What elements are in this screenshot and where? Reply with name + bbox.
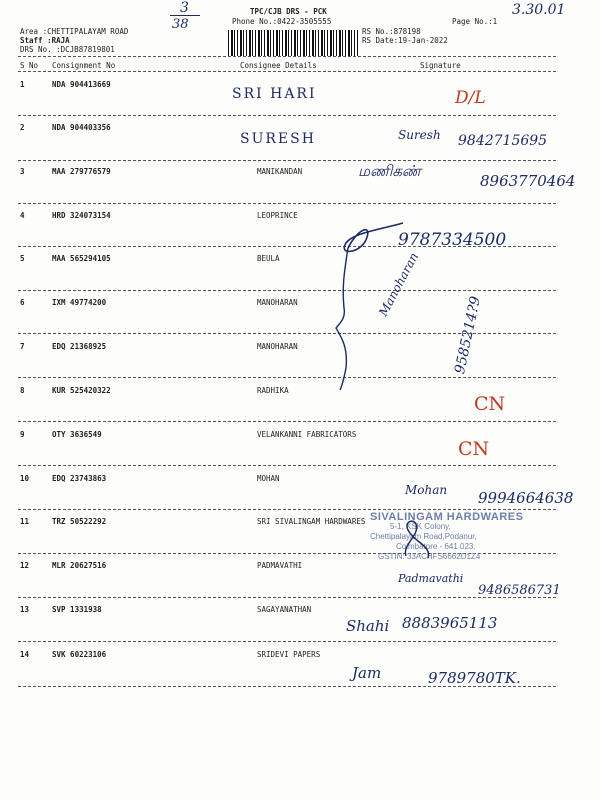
row-number: 5	[20, 254, 25, 263]
consignee-name: SAGAYANATHAN	[257, 605, 312, 614]
consignee-name: SRIDEVI PAPERS	[257, 650, 321, 659]
phone-number: 9994664638	[478, 489, 574, 507]
row-divider	[18, 290, 556, 291]
row-divider	[18, 597, 556, 598]
row-divider	[18, 421, 556, 422]
row-number: 12	[20, 561, 30, 570]
signature: Manoharan	[376, 250, 422, 319]
consignee-name: MANIKANDAN	[257, 167, 303, 176]
consignment-no: IXM 49774200	[52, 298, 107, 307]
stamp-line: GSTIN: 33ACHFS6662D1Z4	[378, 552, 481, 561]
col-consignment: Consignment No	[52, 61, 116, 70]
handwritten-number: 3	[180, 0, 189, 16]
stamp-line: 5-1, KSK Colony,	[390, 522, 451, 531]
phone-number: 8883965113	[402, 614, 498, 632]
consignee-name: SRI SIVALINGAM HARDWARES	[257, 517, 366, 526]
row-divider	[18, 203, 556, 204]
phone-number: 9585214?9	[452, 294, 485, 376]
signature: மணிகண்	[358, 162, 422, 180]
table-row	[0, 386, 600, 426]
consignment-no: NDA 904403356	[52, 123, 111, 132]
row-number: 10	[20, 474, 30, 483]
row-number: 2	[20, 123, 25, 132]
consignee-name: RADHIKA	[257, 386, 289, 395]
consignment-no: SVP 1331938	[52, 605, 102, 614]
col-sno: S No	[20, 61, 39, 70]
row-number: 1	[20, 80, 25, 89]
row-number: 9	[20, 430, 25, 439]
consignee-name: PADMAVATHI	[257, 561, 303, 570]
phone-number: 9842715695	[458, 133, 548, 149]
row-divider	[18, 465, 556, 466]
consignment-no: MAA 565294105	[52, 254, 111, 263]
consignment-no: NDA 904413669	[52, 80, 111, 89]
handwritten-fraction: 38	[172, 17, 189, 32]
consignment-no: TRZ 50522292	[52, 517, 107, 526]
table-row	[0, 254, 600, 294]
document-title: TPC/CJB DRS - PCK	[250, 7, 327, 16]
row-number: 7	[20, 342, 25, 351]
row-divider	[18, 115, 556, 116]
page-number: Page No.:1	[452, 17, 498, 26]
stamp-line: Coimbatore - 641 023.	[396, 542, 476, 551]
phone-number: 9789780TK.	[428, 669, 521, 687]
row-number: 8	[20, 386, 25, 395]
rs-date: RS Date:19-Jan-2022	[362, 36, 448, 45]
fraction-bar	[170, 15, 200, 16]
row-number: 11	[20, 517, 30, 526]
consignee-name: BEULA	[257, 254, 280, 263]
consignment-no: EDQ 21368925	[52, 342, 107, 351]
consignment-no: KUR 525420322	[52, 386, 111, 395]
consignee-name: VELANKANNI FABRICATORS	[257, 430, 357, 439]
consignee-name: LEOPRINCE	[257, 211, 298, 220]
table-row	[0, 298, 600, 338]
row-number: 6	[20, 298, 25, 307]
row-number: 4	[20, 211, 25, 220]
barcode	[228, 30, 358, 56]
delivered-mark: D/L	[455, 88, 486, 108]
col-consignee: Consignee Details	[240, 61, 317, 70]
consignee-name: MOHAN	[257, 474, 280, 483]
divider	[18, 71, 556, 72]
phone-number: 8963770464	[480, 172, 576, 190]
row-number: 13	[20, 605, 30, 614]
phone-number: Phone No.:0422-3505555	[232, 17, 332, 26]
consignment-no: MLR 20627516	[52, 561, 107, 570]
handwritten-date: 3.30.01	[512, 2, 566, 18]
phone-number: 9486586731	[478, 583, 561, 598]
consignment-no: SVK 60223106	[52, 650, 107, 659]
signature-scribble	[398, 516, 438, 564]
row-divider	[18, 377, 556, 378]
row-divider	[18, 160, 556, 161]
stamp-title: SIVALINGAM HARDWARES	[370, 511, 524, 523]
consignment-no: OTY 3636549	[52, 430, 102, 439]
table-row	[0, 605, 600, 645]
handwritten-name: SURESH	[240, 131, 316, 147]
signature: Padmavathi	[398, 572, 464, 585]
row-number: 3	[20, 167, 25, 176]
rs-number: RS No.:878198	[362, 27, 421, 36]
table-row	[0, 211, 600, 251]
consignment-no: EDQ 23743863	[52, 474, 107, 483]
cn-mark: CN	[458, 438, 490, 460]
consignee-name: MANOHARAN	[257, 342, 298, 351]
area-label: Area :CHETTIPALAYAM ROAD	[20, 27, 129, 36]
phone-number: 9787334500	[398, 230, 507, 250]
handwritten-name: SRI HARI	[232, 86, 317, 102]
col-signature: Signature	[420, 61, 461, 70]
signature: Mohan	[405, 483, 448, 497]
row-divider	[18, 641, 556, 642]
stamp-line: Chettipalayam Road,Podanur,	[370, 532, 477, 541]
drs-number: DRS No. :DCJB87819801	[20, 45, 115, 54]
divider	[18, 56, 556, 57]
row-divider	[18, 509, 556, 510]
table-row	[0, 342, 600, 382]
staff-label: Staff :RAJA	[20, 36, 70, 45]
consignment-no: MAA 279776579	[52, 167, 111, 176]
table-row	[0, 430, 600, 470]
signature: Shahi	[346, 617, 390, 635]
signature: Suresh	[398, 128, 441, 142]
consignment-no: HRD 324073154	[52, 211, 111, 220]
signature: Jam	[352, 664, 382, 682]
row-number: 14	[20, 650, 30, 659]
cn-mark: CN	[474, 393, 506, 415]
consignee-name: MANOHARAN	[257, 298, 298, 307]
